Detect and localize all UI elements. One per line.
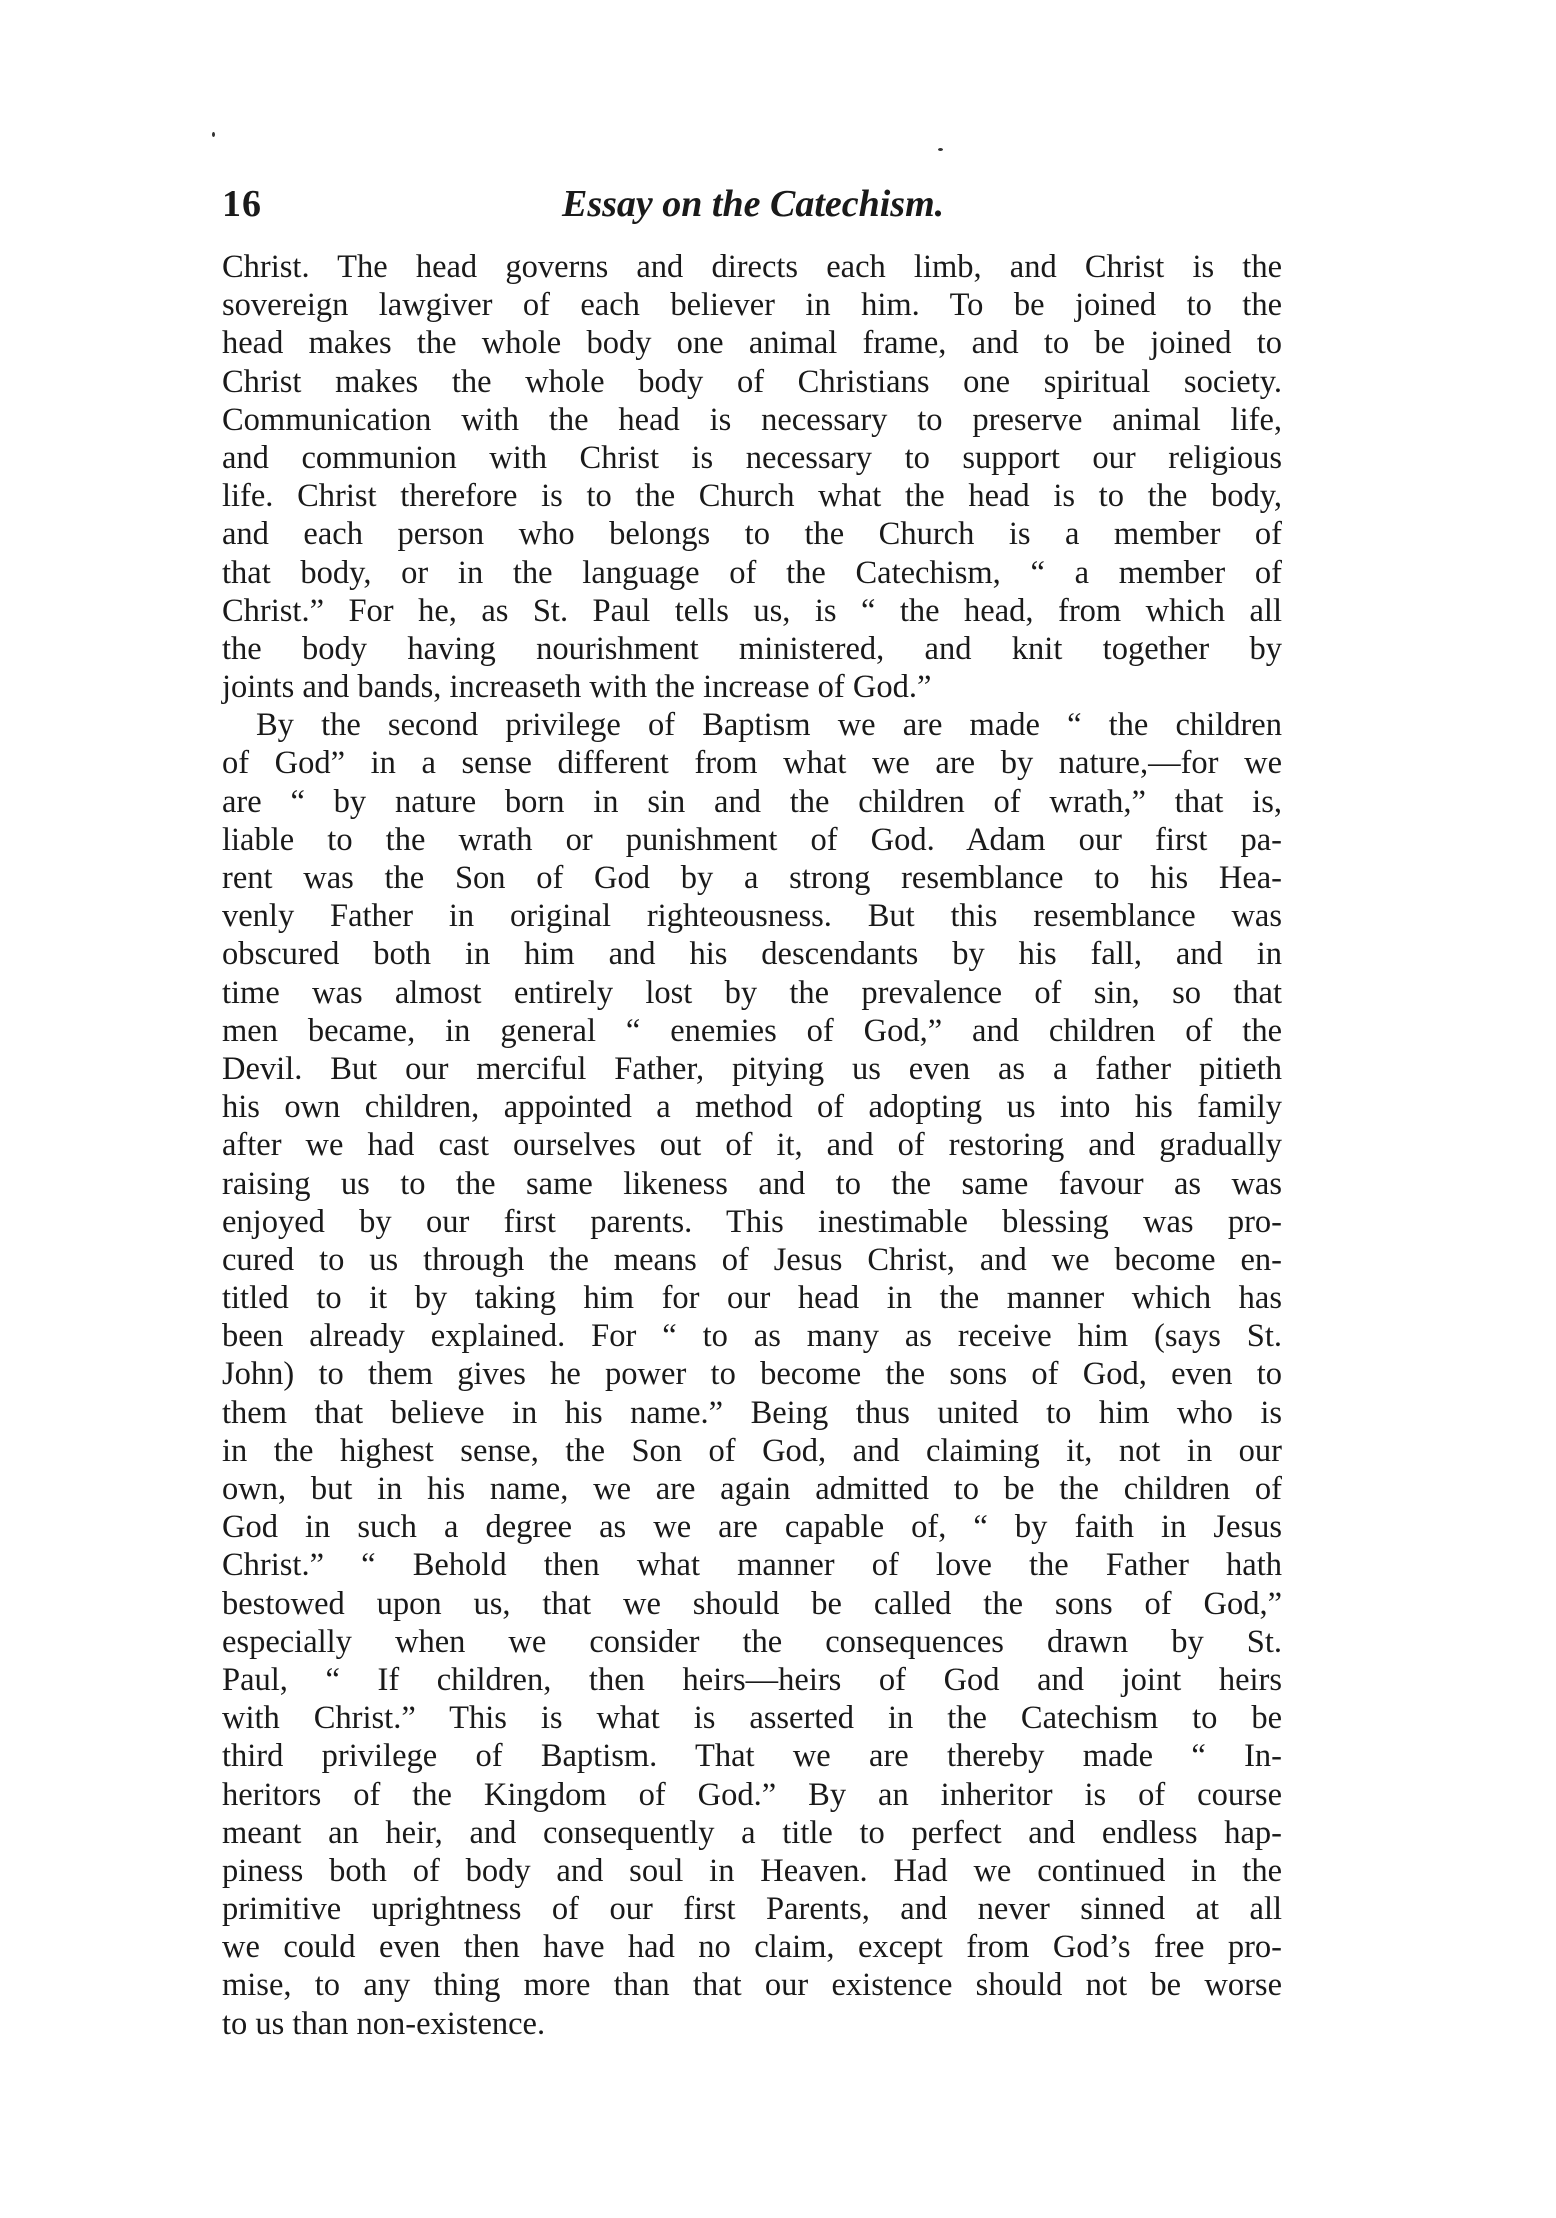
text-line: third privilege of Baptism. That we are thereby made “ In- — [222, 1738, 1282, 1775]
text-line: his own children, appointed a method of adopting us into his family — [222, 1089, 1282, 1126]
text-line: liable to the wrath or punishment of God. Adam our first pa- — [222, 821, 1282, 858]
text-line: primitive uprightness of our first Parents, and never sinned at all — [222, 1891, 1282, 1928]
text-line: Communication with the head is necessary to preserve animal life, — [222, 401, 1282, 438]
text-line: them that believe in his name.” Being thus united to him who is — [222, 1394, 1282, 1431]
paragraph-christ-head — [222, 248, 1282, 706]
text-line: joints and bands, increaseth with the increase of God.” — [222, 669, 932, 706]
text-line: life. Christ therefore is to the Church what the head is to the body, — [222, 478, 1282, 515]
text-line: John) to them gives he power to become the sons of God, even to — [222, 1356, 1282, 1393]
page-number: 16 — [222, 183, 262, 225]
text-line: with Christ.” This is what is asserted in the Catechism to be — [222, 1700, 1282, 1737]
text-line: men became, in general “ enemies of God,” and children of the — [222, 1012, 1282, 1049]
text-line: bestowed upon us, that we should be called the sons of God,” — [222, 1585, 1282, 1622]
text-line: raising us to the same likeness and to the same favour as was — [222, 1165, 1282, 1202]
text-line: By the second privilege of Baptism we are made “ the children — [256, 707, 1282, 744]
page-header — [222, 182, 1282, 232]
text-line: of God” in a sense different from what we are by nature,—for we — [222, 745, 1282, 782]
print-speck — [212, 132, 215, 137]
text-line: titled to it by taking him for our head in the manner which has — [222, 1280, 1282, 1317]
text-line: heritors of the Kingdom of God.” By an inheritor is of course — [222, 1776, 1282, 1813]
text-line: especially when we consider the consequences drawn by St. — [222, 1623, 1282, 1660]
print-speck — [938, 148, 943, 151]
text-line: Devil. But our merciful Father, pitying us even as a father pitieth — [222, 1050, 1282, 1087]
paragraph-second-privilege — [222, 706, 1282, 2043]
text-line: enjoyed by our first parents. This inestimable blessing was pro- — [222, 1203, 1282, 1240]
body-text — [222, 248, 1282, 2043]
text-line: that body, or in the language of the Catechism, “ a member of — [222, 554, 1282, 591]
text-line: cured to us through the means of Jesus Christ, and we become en- — [222, 1241, 1282, 1278]
text-line: and each person who belongs to the Church is a member of — [222, 516, 1282, 553]
text-line: sovereign lawgiver of each believer in him. To be joined to the — [222, 287, 1282, 324]
text-line: after we had cast ourselves out of it, and of restoring and gradually — [222, 1127, 1282, 1164]
text-line: are “ by nature born in sin and the children of wrath,” that is, — [222, 783, 1282, 820]
text-line: the body having nourishment ministered, and knit together by — [222, 630, 1282, 667]
text-line: Christ.” For he, as St. Paul tells us, is “ the head, from which all — [222, 592, 1282, 629]
text-line: in the highest sense, the Son of God, and claiming it, not in our — [222, 1432, 1282, 1469]
text-line: venly Father in original righteousness. But this resemblance was — [222, 898, 1282, 935]
text-line: been already explained. For “ to as many as receive him (says St. — [222, 1318, 1282, 1355]
text-line: time was almost entirely lost by the prevalence of sin, so that — [222, 974, 1282, 1011]
text-line: Christ makes the whole body of Christians one spiritual society. — [222, 363, 1282, 400]
text-line: rent was the Son of God by a strong resemblance to his Hea- — [222, 860, 1282, 896]
text-line: God in such a degree as we are capable of, “ by faith in Jesus — [222, 1509, 1282, 1546]
text-line: own, but in his name, we are again admitted to be the children of — [222, 1471, 1282, 1507]
text-line: mise, to any thing more than that our existence should not be worse — [222, 1967, 1282, 2004]
text-line: we could even then have had no claim, except from God’s free pro- — [222, 1929, 1282, 1966]
text-line: piness both of body and soul in Heaven. Had we continued in the — [222, 1852, 1282, 1889]
text-line: head makes the whole body one animal frame, and to be joined to — [222, 325, 1282, 362]
running-title: Essay on the Catechism. — [562, 183, 945, 225]
text-line: Paul, “ If children, then heirs—heirs of God and joint heirs — [222, 1661, 1282, 1698]
text-line: meant an heir, and consequently a title to perfect and endless hap- — [222, 1814, 1282, 1851]
text-line: obscured both in him and his descendants by his fall, and in — [222, 936, 1282, 973]
text-line: and communion with Christ is necessary to support our religious — [222, 439, 1282, 476]
text-line: to us than non-existence. — [222, 2005, 546, 2042]
text-line: Christ.” “ Behold then what manner of love the Father hath — [222, 1547, 1282, 1584]
text-line: Christ. The head governs and directs each limb, and Christ is the — [222, 249, 1282, 285]
